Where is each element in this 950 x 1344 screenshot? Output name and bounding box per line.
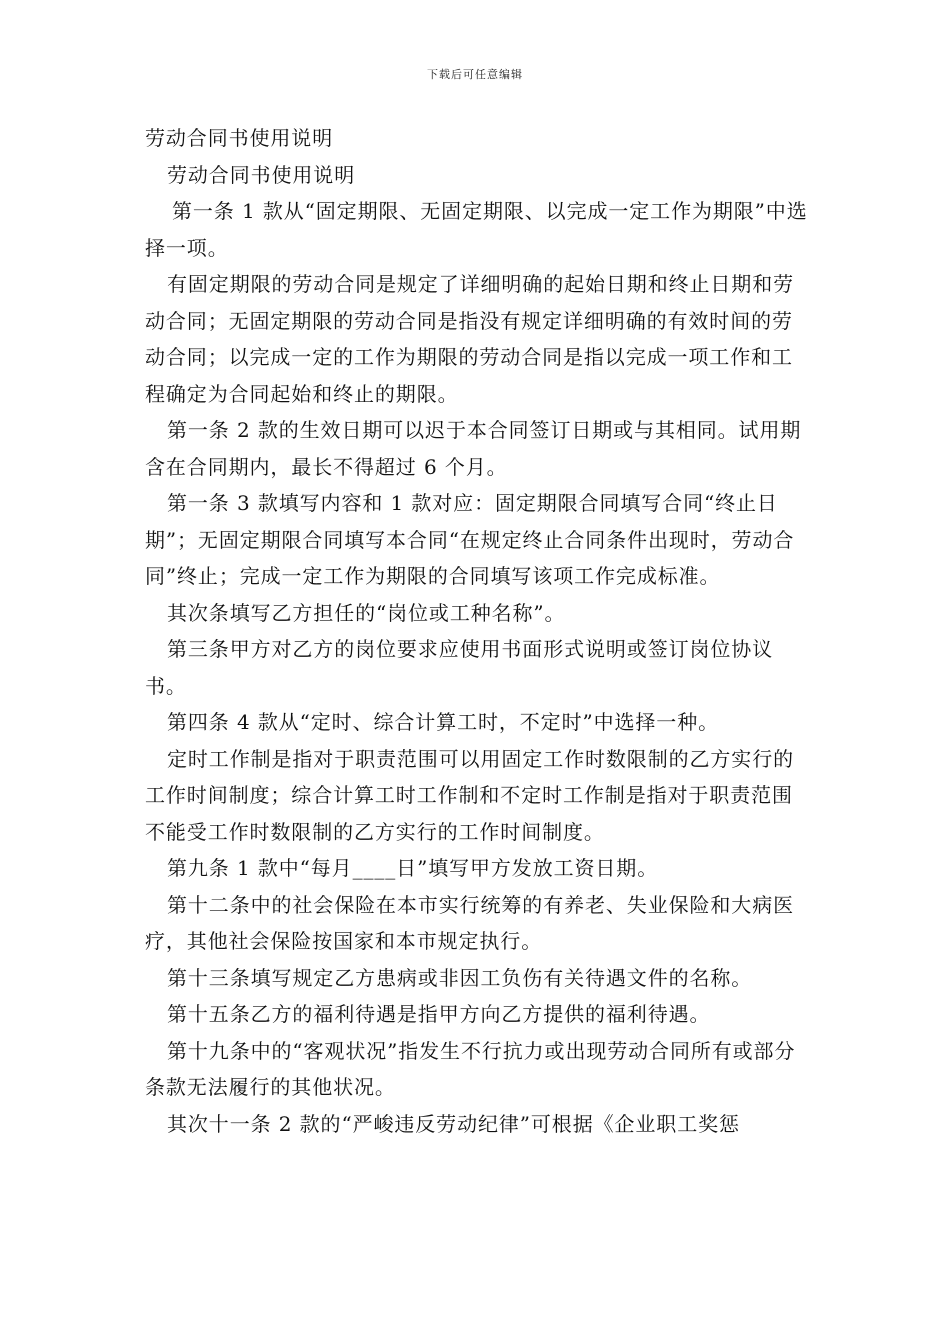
paragraph-contract-types: 有固定期限的劳动合同是规定了详细明确的起始日期和终止日期和劳动合同；无固定期限的劳动合同是指没有规定详细明确的有效时间的劳动合同；以完成一定的工作为期限的劳动合同是指以完成一项工作和工程确定为合同起始和终止的期限。 [145, 272, 794, 406]
paragraph-article-1-2: 第一条 2 款的生效日期可以迟于本合同签订日期或与其相同。试用期含在合同期内，最长不得超过 6 个月。 [145, 418, 802, 479]
paragraph-article-19: 第十九条中的“客观状况”指发生不行抗力或出现劳动合同所有或部分条款无法履行的其他状况。 [145, 1038, 796, 1099]
paragraph-article-2: 其次条填写乙方担任的“岗位或工种名称”。 [167, 600, 566, 625]
paragraph-article-12: 第十二条中的社会保险在本市实行统筹的有养老、失业保险和大病医疗，其他社会保险按国家和本市规定执行。 [145, 892, 794, 953]
page-header: 下载后可任意编辑 [427, 68, 523, 81]
paragraph-working-hours: 定时工作制是指对于职责范围可以用固定工作时数限制的乙方实行的工作时间制度；综合计算工时工作制和不定时工作制是指对于职责范围不能受工作时数限制的乙方实行的工作时间制度。 [145, 746, 794, 844]
paragraph-article-1-3: 第一条 3 款填写内容和 1 款对应：固定期限合同填写合同“终止日期”；无固定期限合同填写本合同“在规定终止合同条件出现时，劳动合同”终止；完成一定工作为期限的合同填写该项工作完成标准。 [145, 491, 795, 588]
document-title: 劳动合同书使用说明 [145, 126, 334, 150]
paragraph-article-4-4: 第四条 4 款从“定时、综合计算工时，不定时”中选择一种。 [167, 710, 719, 734]
paragraph-article-21-2: 其次十一条 2 款的“严峻违反劳动纪律”可根据《企业职工奖惩 [167, 1111, 740, 1136]
paragraph-article-9-1: 第九条 1 款中“每月____日”填写甲方发放工资日期。 [167, 856, 659, 880]
paragraph-article-3: 第三条甲方对乙方的岗位要求应使用书面形式说明或签订岗位协议书。 [145, 637, 774, 698]
document-body [145, 120, 810, 1142]
paragraph-article-13: 第十三条填写规定乙方患病或非因工负伤有关待遇文件的名称。 [167, 965, 753, 990]
paragraph-article-15: 第十五条乙方的福利待遇是指甲方向乙方提供的福利待遇。 [167, 1002, 711, 1026]
paragraph-article-1-1: 第一条 1 款从“固定期限、无固定期限、以完成一定工作为期限”中选择一项。 [145, 199, 808, 260]
paragraph-subtitle: 劳动合同书使用说明 [167, 162, 356, 187]
